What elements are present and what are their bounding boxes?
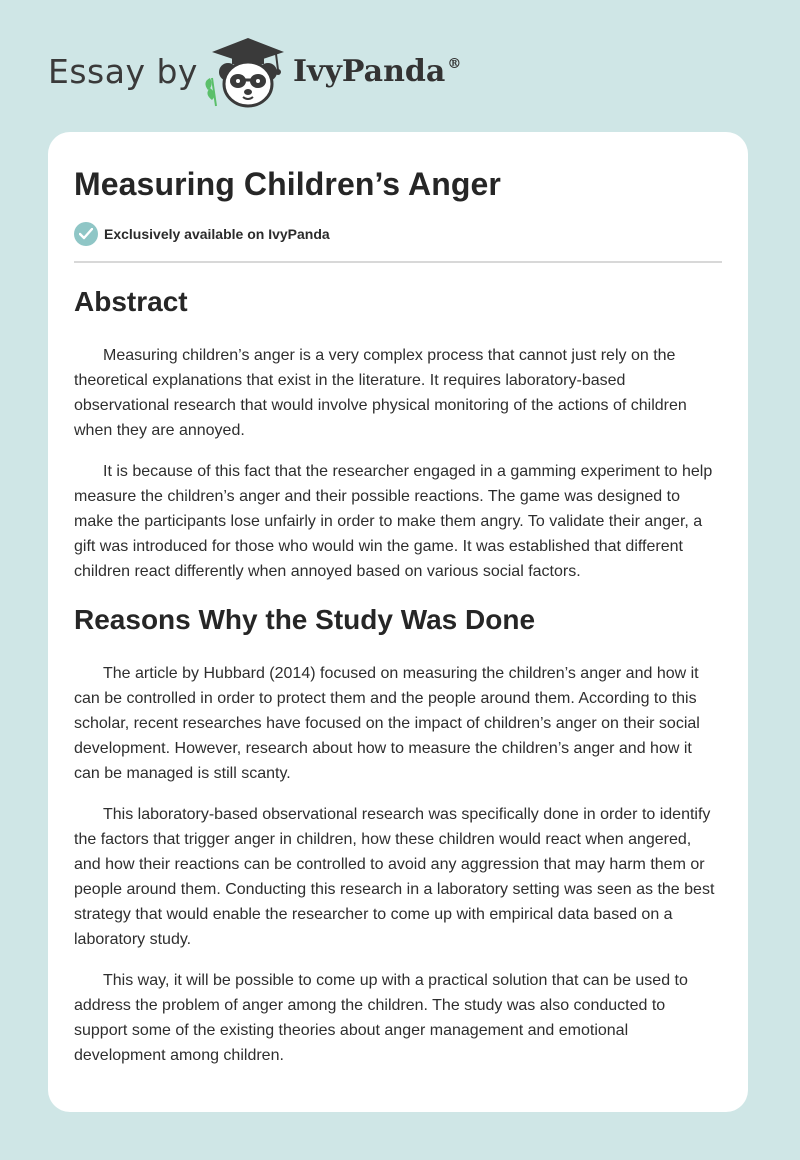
check-icon (74, 222, 98, 246)
section-heading-reasons: Reasons Why the Study Was Done (74, 604, 536, 635)
paragraph: The article by Hubbard (2014) focused on measuring the children’s anger and how it can be controlled in order to protect them and the people around them. According to this scholar, recent researches have focused on the impact of children’s anger on their social development. However, research about how to measure the children’s anger and how it can be managed is still scanty. (74, 665, 700, 782)
section-heading-abstract: Abstract (74, 286, 188, 317)
paragraph: It is because of this fact that the researcher engaged in a gamming experiment to help measure the children’s anger and their possible reactions. The game was designed to make the participants lose unfairly in order to make them angry. To validate their anger, a gift was introduced for those who would win the game. It was established that different children react differently when annoyed based on various social factors. (74, 463, 713, 580)
site-header (48, 34, 748, 114)
exclusive-badge-text: Exclusively available on IvyPanda (104, 226, 330, 242)
paragraph: This way, it will be possible to come up with a practical solution that can be used to address the problem of anger among the children. The study was also conducted to support some of the existing theories about anger management and emotional development among children. (74, 972, 688, 1064)
exclusive-badge (74, 220, 474, 248)
essay-card (48, 132, 748, 1112)
divider (74, 261, 722, 263)
panda-graduate-logo-icon[interactable] (198, 34, 298, 110)
registered-mark: ® (447, 56, 462, 72)
paragraph: This laboratory-based observational research was specifically done in order to identify the factors that trigger anger in children, how these children would react when angered, and how their reactions can be controlled to avoid any aggression that may harm them or people around them. Conducting this research in a laboratory setting was seen as the best strategy that would enable the researcher to come up with empirical data based on a laboratory study. (74, 806, 715, 948)
paragraph: Measuring children’s anger is a very complex process that cannot just rely on the theoretical explanations that exist in the literature. It requires laboratory-based observational research that would involve physical monitoring of the actions of children when they are annoyed. (74, 347, 687, 439)
essay-by-label: Essay by (48, 52, 198, 91)
page-title: Measuring Children’s Anger (74, 166, 501, 202)
brand-text: IvyPanda (293, 54, 446, 89)
brand-name[interactable] (293, 54, 461, 89)
